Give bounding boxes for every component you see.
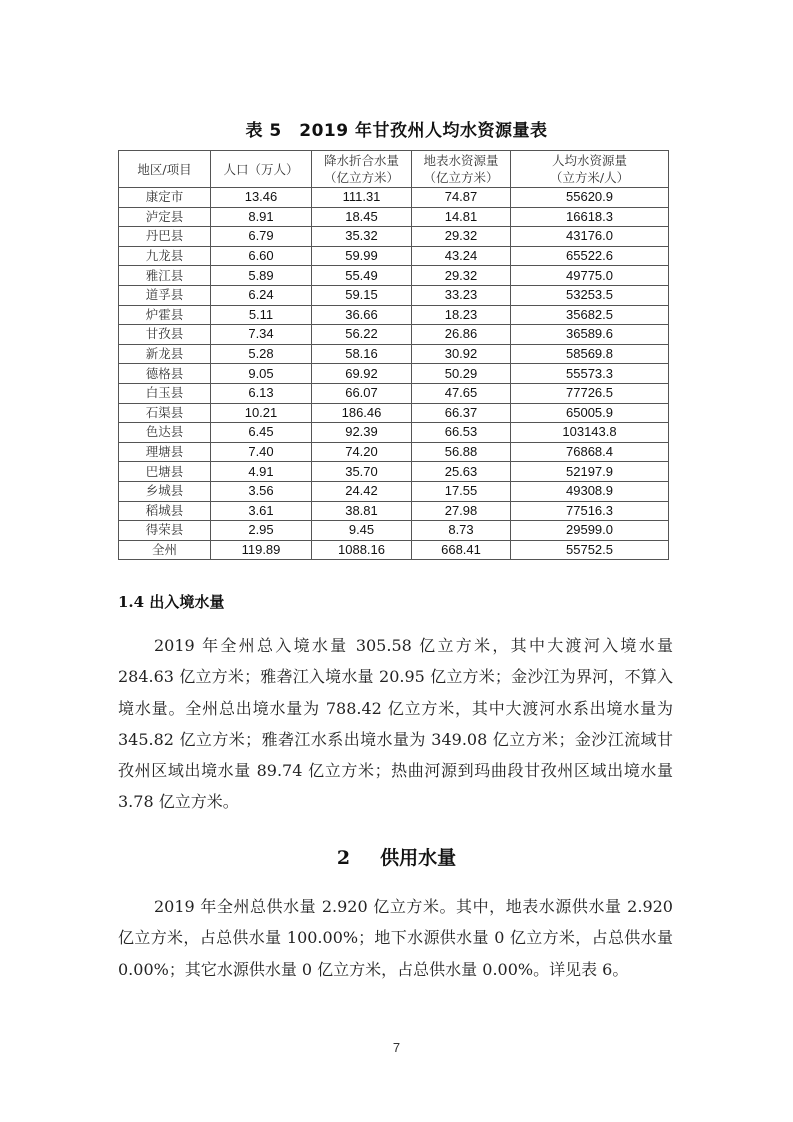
cell-per-capita: 52197.9: [511, 462, 669, 482]
cell-precipitation: 66.07: [312, 383, 412, 403]
header-text: 人均水资源量: [551, 153, 627, 168]
cell-population: 119.89: [211, 540, 312, 560]
header-unit: （亿立方米）: [323, 170, 399, 185]
table-row: [119, 442, 669, 462]
cell-region: 康定市: [119, 188, 211, 208]
table-row: [119, 305, 669, 325]
cell-region: 乡城县: [119, 481, 211, 501]
cell-region: 甘孜县: [119, 325, 211, 345]
water-resources-table: [118, 150, 669, 560]
table-row: [119, 521, 669, 541]
cell-population: 6.45: [211, 423, 312, 443]
cell-surface-water: 74.87: [412, 188, 511, 208]
cell-surface-water: 8.73: [412, 521, 511, 541]
cell-region: 丹巴县: [119, 227, 211, 247]
table-row: [119, 227, 669, 247]
section-number: 2: [336, 847, 351, 869]
cell-surface-water: 29.32: [412, 266, 511, 286]
table-row: [119, 188, 669, 208]
header-population: [211, 151, 312, 188]
cell-per-capita: 58569.8: [511, 344, 669, 364]
cell-region: 白玉县: [119, 383, 211, 403]
cell-surface-water: 47.65: [412, 383, 511, 403]
cell-region: 新龙县: [119, 344, 211, 364]
cell-precipitation: 58.16: [312, 344, 412, 364]
header-precipitation: [312, 151, 412, 188]
cell-region: 雅江县: [119, 266, 211, 286]
cell-surface-water: 56.88: [412, 442, 511, 462]
cell-per-capita: 49775.0: [511, 266, 669, 286]
cell-population: 7.40: [211, 442, 312, 462]
table-header-row: [119, 151, 669, 188]
table-row: [119, 481, 669, 501]
header-text: 地表水资源量: [423, 153, 499, 168]
cell-precipitation: 38.81: [312, 501, 412, 521]
cell-per-capita: 55573.3: [511, 364, 669, 384]
cell-region: 炉霍县: [119, 305, 211, 325]
cell-per-capita: 36589.6: [511, 325, 669, 345]
table-row: [119, 246, 669, 266]
cell-per-capita: 29599.0: [511, 521, 669, 541]
cell-per-capita: 77726.5: [511, 383, 669, 403]
cell-region: 石渠县: [119, 403, 211, 423]
cell-per-capita: 43176.0: [511, 227, 669, 247]
table-row: [119, 285, 669, 305]
cell-precipitation: 35.70: [312, 462, 412, 482]
section-title: 供用水量: [380, 847, 457, 869]
cell-per-capita: 49308.9: [511, 481, 669, 501]
table-row: [119, 207, 669, 227]
cell-precipitation: 186.46: [312, 403, 412, 423]
cell-region: 稻城县: [119, 501, 211, 521]
cell-precipitation: 92.39: [312, 423, 412, 443]
cell-precipitation: 1088.16: [312, 540, 412, 560]
header-region: [119, 151, 211, 188]
cell-surface-water: 50.29: [412, 364, 511, 384]
table-row: [119, 325, 669, 345]
cell-per-capita: 103143.8: [511, 423, 669, 443]
cell-per-capita: 35682.5: [511, 305, 669, 325]
cell-precipitation: 56.22: [312, 325, 412, 345]
cell-population: 10.21: [211, 403, 312, 423]
cell-region: 得荣县: [119, 521, 211, 541]
cell-population: 13.46: [211, 188, 312, 208]
section-heading-1-4: 1.4 出入境水量: [118, 593, 225, 611]
cell-surface-water: 66.37: [412, 403, 511, 423]
cell-population: 6.60: [211, 246, 312, 266]
cell-surface-water: 43.24: [412, 246, 511, 266]
cell-surface-water: 27.98: [412, 501, 511, 521]
cell-precipitation: 74.20: [312, 442, 412, 462]
cell-population: 3.61: [211, 501, 312, 521]
cell-surface-water: 29.32: [412, 227, 511, 247]
table-row: [119, 383, 669, 403]
cell-region: 巴塘县: [119, 462, 211, 482]
cell-population: 5.11: [211, 305, 312, 325]
cell-population: 8.91: [211, 207, 312, 227]
section-heading-2: [0, 843, 793, 870]
cell-surface-water: 26.86: [412, 325, 511, 345]
cell-population: 4.91: [211, 462, 312, 482]
cell-region: 理塘县: [119, 442, 211, 462]
cell-surface-water: 18.23: [412, 305, 511, 325]
cell-population: 2.95: [211, 521, 312, 541]
table-row: [119, 344, 669, 364]
page-number: 7: [392, 1040, 401, 1055]
cell-surface-water: 668.41: [412, 540, 511, 560]
cell-population: 7.34: [211, 325, 312, 345]
cell-region: 九龙县: [119, 246, 211, 266]
header-per-capita: [511, 151, 669, 188]
cell-population: 9.05: [211, 364, 312, 384]
table-row: [119, 540, 669, 560]
cell-per-capita: 65005.9: [511, 403, 669, 423]
cell-precipitation: 59.99: [312, 246, 412, 266]
header-unit: （亿立方米）: [423, 170, 499, 185]
cell-population: 3.56: [211, 481, 312, 501]
header-text: 降水折合水量: [323, 153, 399, 168]
table-caption: 表 5 2019 年甘孜州人均水资源量表: [245, 121, 548, 141]
cell-precipitation: 69.92: [312, 364, 412, 384]
cell-per-capita: 55752.5: [511, 540, 669, 560]
cell-per-capita: 16618.3: [511, 207, 669, 227]
cell-precipitation: 9.45: [312, 521, 412, 541]
table-row: [119, 423, 669, 443]
cell-precipitation: 24.42: [312, 481, 412, 501]
cell-region: 色达县: [119, 423, 211, 443]
cell-surface-water: 25.63: [412, 462, 511, 482]
cell-precipitation: 111.31: [312, 188, 412, 208]
cell-per-capita: 76868.4: [511, 442, 669, 462]
paragraph-text: 2019 年全州总入境水量 305.58 亿立方米，其中大渡河入境水量 284.63 亿立方米；雅砻江入境水量 20.95 亿立方米；金沙江为界河，不算入境水量。全州总出境水量为 788.42 亿立方米，其中大渡河水系出境水量为 345.82 亿立方米；雅砻江水系出境水量为 349.08 亿立方米；金沙江流域甘孜州区域出境水量 89.74 亿立方米；热曲河源到玛曲段甘孜州区域出境水量 3.78 亿立方米。: [118, 636, 673, 812]
table-row: [119, 403, 669, 423]
cell-population: 6.79: [211, 227, 312, 247]
cell-per-capita: 55620.9: [511, 188, 669, 208]
table-row: [119, 266, 669, 286]
cell-per-capita: 65522.6: [511, 246, 669, 266]
cell-region: 德格县: [119, 364, 211, 384]
table-row: [119, 462, 669, 482]
cell-surface-water: 33.23: [412, 285, 511, 305]
cell-region: 全州: [119, 540, 211, 560]
cell-precipitation: 59.15: [312, 285, 412, 305]
paragraph-water-supply: [118, 891, 673, 985]
cell-surface-water: 66.53: [412, 423, 511, 443]
cell-surface-water: 14.81: [412, 207, 511, 227]
cell-region: 道孚县: [119, 285, 211, 305]
cell-population: 6.13: [211, 383, 312, 403]
cell-precipitation: 36.66: [312, 305, 412, 325]
table-row: [119, 364, 669, 384]
cell-region: 泸定县: [119, 207, 211, 227]
cell-population: 6.24: [211, 285, 312, 305]
table-row: [119, 501, 669, 521]
cell-precipitation: 35.32: [312, 227, 412, 247]
cell-population: 5.89: [211, 266, 312, 286]
header-text: 地区/项目: [137, 161, 192, 177]
header-text: 人口（万人）: [223, 161, 299, 177]
cell-per-capita: 77516.3: [511, 501, 669, 521]
header-unit: （立方米/人）: [549, 170, 630, 185]
header-surface-water: [412, 151, 511, 188]
cell-precipitation: 55.49: [312, 266, 412, 286]
cell-per-capita: 53253.5: [511, 285, 669, 305]
cell-population: 5.28: [211, 344, 312, 364]
cell-surface-water: 30.92: [412, 344, 511, 364]
paragraph-text: 2019 年全州总供水量 2.920 亿立方米。其中，地表水源供水量 2.920 亿立方米，占总供水量 100.00%；地下水源供水量 0 亿立方米，占总供水量 0.00%；其它水源供水量 0 亿立方米，占总供水量 0.00%。详见表 6。: [118, 897, 673, 979]
cell-surface-water: 17.55: [412, 481, 511, 501]
cell-precipitation: 18.45: [312, 207, 412, 227]
paragraph-inflow-outflow: [118, 630, 673, 818]
